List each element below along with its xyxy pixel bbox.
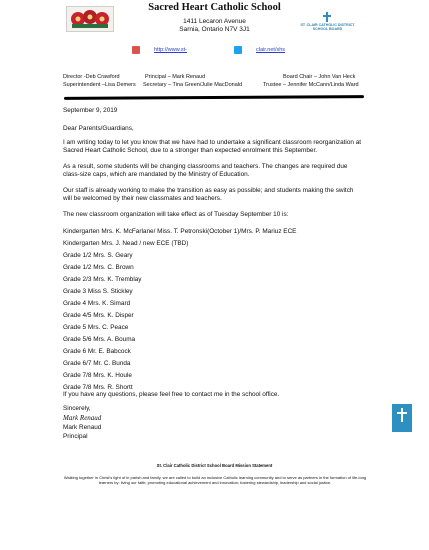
class-item: Grade 7/8 Mrs. K. Houle — [63, 372, 132, 379]
address-line-1: 1411 Lecaron Avenue — [183, 18, 246, 25]
class-item: Grade 4 Mrs. K. Simard — [63, 300, 131, 307]
cross-horizontal — [397, 412, 407, 414]
mission-title: St. Clair Catholic District School Board Mission Statement — [156, 463, 273, 468]
class-item: Grade 1/2 Mrs. C. Brown — [63, 264, 134, 271]
class-item: Grade 6 Mr. E. Babcock — [63, 348, 131, 355]
paragraph-1: I am writing today to let you know that we have had to undertake a significant classroom reorganization at Sacred Heart Catholic School, due to a stronger than expected enrolment this September. — [63, 139, 362, 154]
class-item: Kindergarten Mrs. K. McFarlane/ Miss. T. Petronski(October 1)/Mrs. P. Mariuz ECE — [63, 228, 297, 235]
director: Director -Deb Crawford — [63, 74, 120, 80]
board-chair: Board Chair – John Van Heck — [283, 74, 356, 80]
paragraph-4: The new classroom organization will take effect as of Tuesday September 10 is: — [63, 211, 289, 218]
principal: Principal – Mark Renaud — [145, 74, 206, 80]
web-icon — [132, 46, 140, 54]
twitter-icon — [234, 46, 242, 54]
website-link-cont[interactable]: clair.net/shs — [256, 47, 286, 53]
signer-title: Principal — [63, 433, 88, 440]
board-logo — [300, 12, 355, 34]
website-link[interactable]: http://www.st- — [154, 47, 188, 53]
letter-date: September 9, 2019 — [63, 107, 118, 114]
class-item: Grade 7/8 Mrs. R. Shortt — [63, 384, 133, 391]
cross-logo — [392, 404, 412, 432]
class-item: Grade 4/5 Mrs. K. Disper — [63, 312, 134, 319]
class-item: Grade 5/6 Mrs. A. Bouma — [63, 336, 136, 343]
signer-name: Mark Renaud — [63, 424, 102, 431]
signature: Mark Renaud — [63, 414, 102, 422]
trustee: Trustee – Jennifer McCann/Linda Ward — [263, 82, 359, 88]
class-item: Grade 1/2 Mrs. S. Geary — [63, 252, 133, 259]
class-item: Grade 3 Miss S. Stickley — [63, 288, 133, 295]
secretary: Secretary – Tina Green/Julie MacDonald — [143, 82, 243, 88]
paragraph-2: As a result, some students will be changing classrooms and teachers. The changes are required due class-size caps, which are mandated by the Ministry of Education. — [63, 163, 348, 178]
cross-logo-small-icon — [322, 12, 332, 22]
superintendent: Superintendent –Lisa Demers — [63, 82, 136, 88]
class-item: Kindergarten Mrs. J. Nead / new ECE (TBD) — [63, 240, 189, 247]
header-divider — [64, 95, 364, 100]
mission-text: Walking together in Christ's light of in parish and family, we are called to build an inclusive Catholic learning community and to serve as partners in the formation of life-long learners by: living our faith; promoting educational achievement and innovation; fostering stewardship, leadership and social justice. — [63, 475, 367, 485]
class-item: Grade 5 Mrs. C. Peace — [63, 324, 129, 331]
address-line-2: Sarnia, Ontario N7V 3J1 — [179, 26, 250, 33]
closing-paragraph: If you have any questions, please feel free to contact me in the school office. — [63, 391, 280, 398]
paragraph-3: Our staff is already working to make the transition as easy as possible; and students making the switch will be welcomed by their new classmates and teachers. — [63, 187, 354, 202]
class-item: Grade 6/7 Mr. C. Bunda — [63, 360, 131, 367]
board-logo-text: ST. CLAIR CATHOLIC DISTRICT SCHOOL BOARD — [300, 23, 355, 31]
school-name: Sacred Heart Catholic School — [148, 2, 281, 13]
salutation: Dear Parents/Guardians, — [63, 125, 134, 132]
cross-vertical — [401, 408, 403, 422]
sincerely: Sincerely, — [63, 405, 91, 412]
class-item: Grade 2/3 Mrs. K. Tremblay — [63, 276, 142, 283]
